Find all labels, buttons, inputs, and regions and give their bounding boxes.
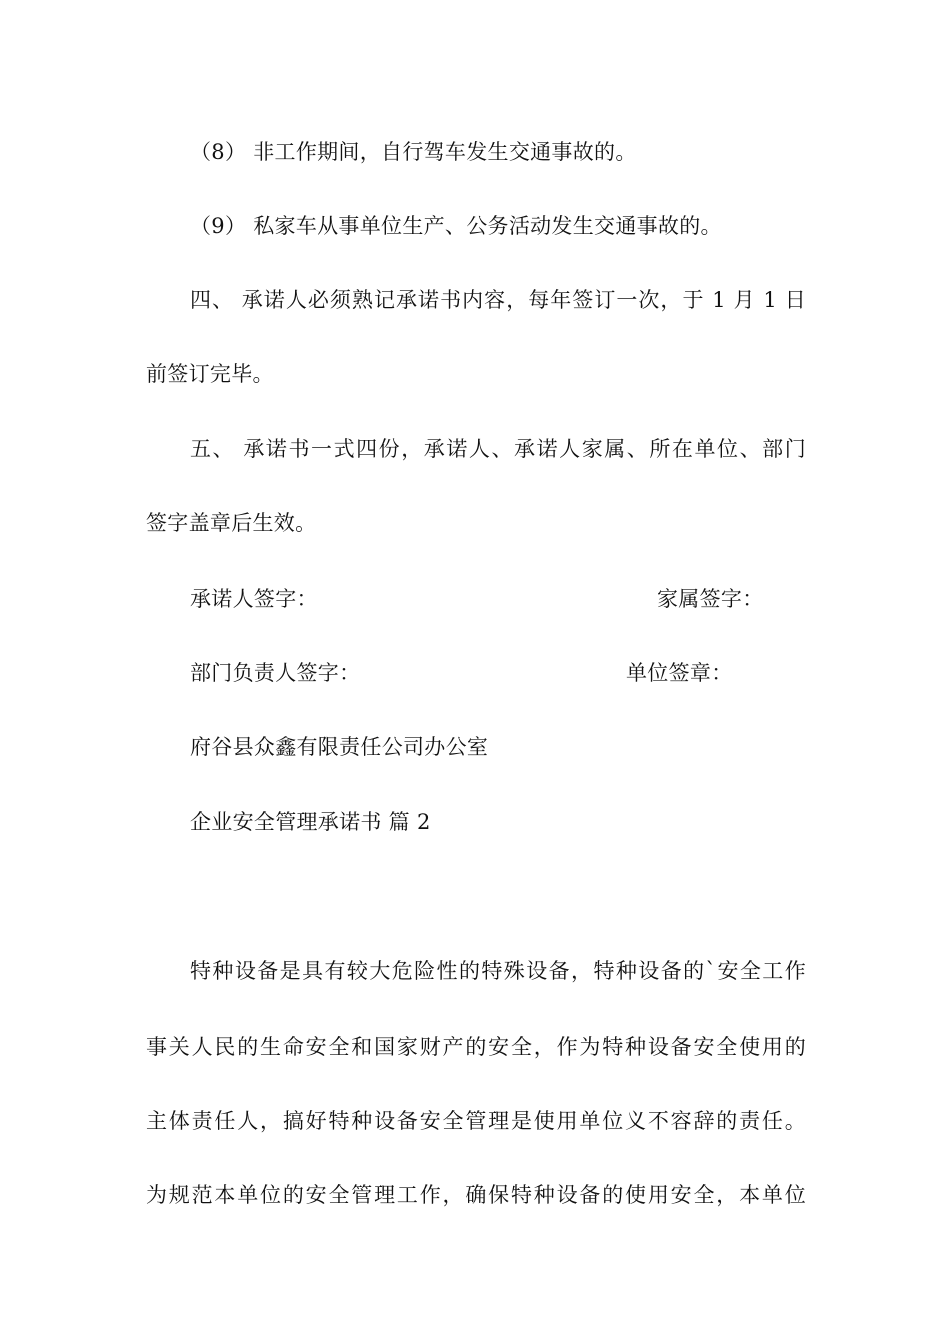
unit-seal-label: 单位签章：	[626, 661, 733, 685]
paragraph-line-3: 主体责任人，搞好特种设备安全管理是使用单位义不容辞的责任。	[146, 1109, 806, 1133]
list-item-9: （9） 私家车从事单位生产、公务活动发生交通事故的。	[190, 214, 722, 238]
paragraph-line-1: 特种设备是具有较大危险性的特殊设备，特种设备的`安全工作	[190, 959, 806, 983]
issuer-name: 府谷县众鑫有限责任公司办公室	[190, 735, 489, 759]
paragraph-line-2: 事关人民的生命安全和国家财产的安全，作为特种设备安全使用的	[146, 1035, 806, 1059]
paragraph-line-4: 为规范本单位的安全管理工作，确保特种设备的使用安全，本单位	[146, 1183, 806, 1207]
clause-4-line-2: 前签订完毕。	[146, 362, 274, 386]
promisor-signature-label: 承诺人签字：	[190, 587, 318, 611]
clause-4-line-1: 四、 承诺人必须熟记承诺书内容，每年签订一次，于 1 月 1 日	[190, 288, 806, 312]
clause-5-line-2: 签字盖章后生效。	[146, 511, 317, 535]
family-signature-label: 家属签字：	[657, 587, 764, 611]
dept-head-signature-label: 部门负责人签字：	[190, 661, 361, 685]
list-item-8: （8） 非工作期间，自行驾车发生交通事故的。	[190, 140, 637, 164]
clause-5-line-1: 五、 承诺书一式四份，承诺人、承诺人家属、所在单位、部门	[190, 437, 806, 461]
section-title: 企业安全管理承诺书 篇 2	[190, 810, 431, 834]
